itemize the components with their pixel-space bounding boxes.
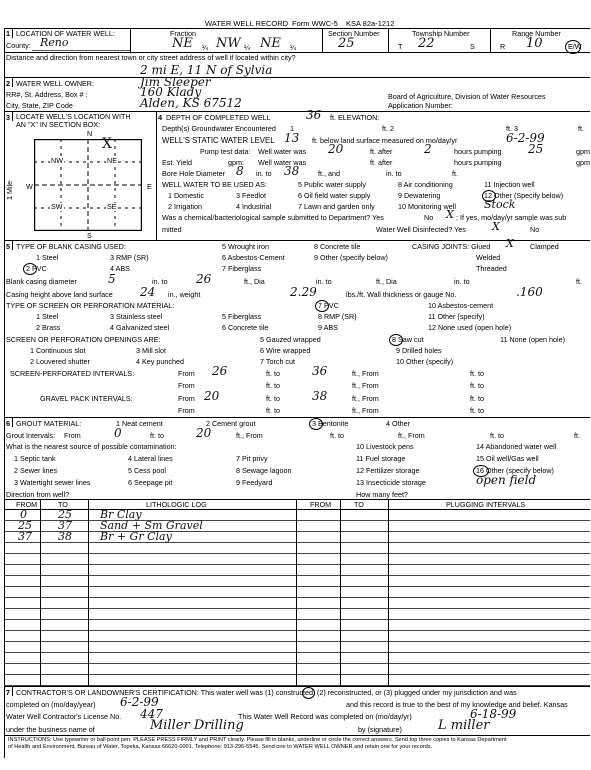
log-rule (4, 674, 590, 675)
log-rule (4, 586, 590, 587)
county-label: County: (6, 41, 31, 50)
diameter-to[interactable]: 26 (196, 272, 212, 286)
contam-9[interactable]: 9 Feedyard (236, 478, 273, 487)
opening-3[interactable]: 3 Mill slot (136, 346, 166, 355)
after-value[interactable]: 2 (424, 142, 432, 156)
gw-2: ft. 2 (382, 124, 394, 133)
contam-3[interactable]: 3 Watertight sewer lines (14, 478, 91, 487)
business-label: under the business name of (6, 725, 95, 734)
s6-number: 6 (6, 419, 10, 428)
use-label: WELL WATER TO BE USED AS: (162, 180, 267, 189)
contam-13[interactable]: 13 Insecticide storage (356, 478, 426, 487)
log-column-divider (340, 499, 341, 686)
township-t: T (398, 42, 403, 51)
spi-ftfrom-2: ft., From (352, 381, 379, 390)
range-r: R (500, 42, 506, 51)
spi-ftfrom: ft., From (352, 369, 379, 378)
east-label: E (147, 182, 152, 191)
use-12[interactable]: 12 Other (Specify below) (484, 191, 564, 200)
screen-11[interactable]: 11 Other (specify) (428, 312, 485, 321)
license-label: Water Well Contractor's License No. (6, 712, 122, 721)
yield-gpm: gpm: (228, 158, 244, 167)
gpm3-label: gpm (576, 158, 590, 167)
cert-line-1: CONTRACTOR'S OR LANDOWNER'S CERTIFICATION: This water well was (1) constructed, (2) reconstructed, or (3) plugged under my jurisdiction and was (16, 688, 517, 697)
diameter-dia: ft., Dia (244, 277, 265, 286)
joints-label: CASING JOINTS: Glued (412, 242, 491, 251)
opening-1[interactable]: 1 Continuous slot (30, 346, 86, 355)
use-4[interactable]: 4 Industrial (236, 202, 272, 211)
screen-8[interactable]: 8 RMP (SR) (318, 312, 357, 321)
use-2[interactable]: 2 Irrigation (168, 202, 202, 211)
casing-label: TYPE OF BLANK CASING USED: (16, 242, 126, 251)
use-8[interactable]: 8 Air conditioning (398, 180, 453, 189)
depth-label: DEPTH OF COMPLETED WELL (166, 113, 271, 122)
grout-3[interactable]: 3 Bentonite (312, 419, 349, 428)
quarter-3: ¼ (290, 43, 296, 52)
signature-label: by (signature) (358, 725, 402, 734)
owner-name[interactable]: Jim Sleeper (140, 75, 211, 89)
spi-to: ft. to (266, 369, 280, 378)
screen-4[interactable]: 4 Galvanized steel (110, 323, 170, 332)
joints-clamped: Clamped (530, 242, 559, 251)
yield-label: Est. Yield (162, 158, 192, 167)
gp-to-value[interactable]: 38 (312, 389, 328, 403)
s3-label-1: LOCATE WELL'S LOCATION WITH (16, 112, 131, 121)
grout-int-label: Grout Intervals: (6, 431, 56, 440)
quadrant-se: SE (107, 202, 117, 211)
ww-value[interactable]: 20 (328, 142, 344, 156)
casing-4[interactable]: 4 ABS (110, 264, 130, 273)
west-label: W (26, 182, 33, 191)
distance-value[interactable]: 2 mi E, 11 N of Sylvia (140, 63, 273, 77)
board-label: Board of Agriculture, Division of Water Resources (388, 92, 546, 101)
gp-label: GRAVEL PACK INTERVALS: (40, 394, 133, 403)
groundwater-label: Depth(s) Groundwater Encountered (162, 124, 276, 133)
form-number: Form WWC-5 (292, 19, 338, 28)
weight-value[interactable]: 2.29 (290, 285, 317, 299)
weight-label: in., weight (168, 290, 201, 299)
opening-5[interactable]: 5 Gauzed wrapped (260, 335, 321, 344)
fraction-1[interactable]: NE (172, 36, 193, 51)
opening-2[interactable]: 2 Louvered shutter (30, 357, 90, 366)
gauge-value[interactable]: .160 (516, 285, 543, 299)
range-label: Range Number (512, 29, 561, 38)
grout-ft: ft. (574, 431, 580, 440)
instructions-line-2: of Health and Environment, Bureau of Water, Topeka, Kansas 66620-0001. Telephone: 913-296-5545. Send one to WATER WELL OWNER and retain one for your records. (8, 744, 433, 750)
license-value[interactable]: 447 (140, 707, 163, 721)
quarter-2: ¼ (244, 43, 250, 52)
log-rule (4, 608, 590, 609)
bore-in-to-2: in. to (386, 169, 402, 178)
gp-ftfrom: ft., From (352, 394, 379, 403)
log-row-3-from[interactable]: 37 (18, 530, 32, 543)
use-6[interactable]: 6 Oil field water supply (298, 191, 371, 200)
ksa-ref: KSA 82a-1212 (346, 19, 395, 28)
quadrant-sw: SW (51, 202, 63, 211)
screen-9[interactable]: 9 ABS (318, 323, 338, 332)
screen-6[interactable]: 6 Concrete tile (222, 323, 269, 332)
plugging-header: PLUGGING INTERVALS (446, 500, 526, 509)
section-grid (34, 136, 142, 231)
township-label: Township Number (412, 29, 470, 38)
contam-5[interactable]: 5 Cess pool (128, 466, 166, 475)
grout-to-value[interactable]: 20 (196, 426, 212, 440)
grout-from-value[interactable]: 0 (114, 426, 122, 440)
contam-1[interactable]: 1 Septic tank (14, 454, 56, 463)
height-value[interactable]: 24 (140, 285, 156, 299)
casing-2[interactable]: 2 PVC (26, 264, 47, 273)
gpm-label: gpm (576, 147, 590, 156)
fraction-3[interactable]: NE (260, 36, 281, 51)
signature[interactable]: L miller (438, 718, 490, 733)
spi-to-3: ft. to (266, 381, 280, 390)
use-1[interactable]: 1 Domestic (168, 191, 204, 200)
static-value[interactable]: 13 (284, 131, 300, 145)
range-ew: E/W (568, 42, 582, 51)
section-label: Section Number (328, 29, 380, 38)
contam-16[interactable]: 16 Other (specify below) (476, 466, 554, 475)
spi-to-2: ft. to (470, 369, 484, 378)
elevation-label: ft. ELEVATION: (330, 113, 380, 122)
record-date-label: This Water Well Record was completed on (mo/day/yr) (238, 712, 412, 721)
opening-4[interactable]: 4 Key punched (136, 357, 184, 366)
hours2-label: hours pumping (454, 158, 502, 167)
form-title: WATER WELL RECORD (205, 19, 289, 28)
grout-ftto: ft. to (150, 431, 164, 440)
section-value[interactable]: 25 (338, 36, 355, 51)
contam-15[interactable]: 15 Oil well/Gas well (476, 454, 539, 463)
diameter-ft: ft. (576, 277, 582, 286)
grout-2[interactable]: 2 Cement grout (206, 419, 256, 428)
grout-ftfrom: ft., From (236, 431, 263, 440)
grout-label: GROUT MATERIAL: (16, 419, 82, 428)
log-row-3-to[interactable]: 38 (58, 530, 72, 543)
owner-address[interactable]: 160 Klady (140, 85, 202, 99)
gp-to-2: ft. to (470, 394, 484, 403)
screen-12[interactable]: 12 None used (open hole) (428, 323, 512, 332)
casing-9[interactable]: 9 Other (specify below) (314, 253, 388, 262)
s1-number: 1 (6, 29, 10, 38)
owner-city[interactable]: Alden, KS 67512 (140, 96, 242, 110)
spi-from-2: From (178, 381, 195, 390)
gauge-label: lbs./ft. Wall thickness or gauge No. (346, 290, 457, 299)
completed-date[interactable]: 6-2-99 (120, 695, 159, 709)
log-column-divider (88, 499, 89, 686)
quadrant-ne: NE (107, 156, 117, 165)
log-column-divider (388, 499, 389, 686)
fraction-2[interactable]: NW (216, 36, 241, 51)
diameter-in-to-2: in. to (316, 277, 332, 286)
use-other-value[interactable]: Stock (484, 198, 516, 211)
screen-1[interactable]: 1 Steel (36, 312, 59, 321)
gp-from-2: From (178, 406, 195, 415)
hours-label: hours pumping (454, 147, 502, 156)
contam-7[interactable]: 7 Pit privy (236, 454, 268, 463)
grout-ftto-2: ft. to (330, 431, 344, 440)
diameter-label: Blank casing diameter (6, 277, 77, 286)
gw-3: ft. 3 (506, 124, 518, 133)
county-value[interactable]: Reno (40, 36, 69, 49)
log-rule (4, 641, 590, 642)
static-date[interactable]: 6-2-99 (506, 131, 545, 145)
log-row-3-desc[interactable]: Br + Gr Clay (100, 530, 172, 543)
log-from-header: FROM (16, 500, 38, 509)
gpm-value[interactable]: 25 (528, 142, 544, 156)
screen-10[interactable]: 10 Asbestos-cement (428, 301, 494, 310)
casing-7[interactable]: 7 Fiberglass (222, 264, 262, 273)
city-label: City, State, ZIP Code (6, 101, 73, 110)
opening-10[interactable]: 10 Other (specify) (396, 357, 454, 366)
completed-label: completed on (mo/day/year) (6, 700, 96, 709)
gp-to-3: ft. to (266, 406, 280, 415)
business-name[interactable]: Miller Drilling (150, 718, 244, 733)
opening-8[interactable]: 8 Saw cut (392, 335, 424, 344)
log-rule (4, 652, 590, 653)
ww2-label: Well water was (258, 158, 307, 167)
cert-line-2: and this record is true to the best of my knowledge and belief. Kansas (346, 700, 568, 709)
spi-to-4: ft. to (470, 381, 484, 390)
log-rule (4, 520, 590, 521)
s4-number: 4 (158, 113, 162, 122)
gp-from-value[interactable]: 20 (204, 389, 220, 403)
south-label: S (87, 231, 92, 240)
disinfected-x[interactable]: X (492, 220, 500, 233)
grout-ftto-3: ft. to (490, 431, 504, 440)
bact-ifyes: ; If yes, mo/day/yr sample was sub (456, 213, 567, 222)
lithologic-log-header: LITHOLOGIC LOG (146, 500, 207, 509)
spi-to-value[interactable]: 36 (312, 364, 328, 378)
s3-label-2: AN "X" IN SECTION BOX: (16, 120, 101, 129)
log-rule (4, 564, 590, 565)
well-location-mark[interactable]: X (102, 136, 112, 152)
after2-label: ft. after (370, 158, 393, 167)
disinfected-label: Water Well Disinfected? Yes (376, 225, 466, 234)
spi-label: SCREEN-PERFORATED INTERVALS: (10, 369, 135, 378)
screen-2[interactable]: 2 Brass (36, 323, 61, 332)
grout-from: From (64, 431, 81, 440)
joints-threaded: Threaded (476, 264, 507, 273)
use-10[interactable]: 10 Monitoring well (398, 202, 456, 211)
contam-2[interactable]: 2 Sewer lines (14, 466, 58, 475)
bore-ft: ft. (452, 169, 458, 178)
contam-4[interactable]: 4 Lateral lines (128, 454, 173, 463)
application-label: Application Number: (388, 101, 453, 110)
bact-mitted: mitted (162, 225, 182, 234)
range-value[interactable]: 10 (526, 36, 543, 51)
gw-ft: ft. (578, 124, 584, 133)
log-rule (4, 663, 590, 664)
log-rule (4, 630, 590, 631)
distance-label: Distance and direction from nearest town or city street address of well if located within city? (6, 53, 296, 62)
bore-and: ft., and (318, 169, 340, 178)
bact-no-x[interactable]: X (446, 208, 454, 221)
contam-8[interactable]: 8 Sewage lagoon (236, 466, 292, 475)
log-row-2-to[interactable]: 37 (58, 519, 72, 532)
pump-label: Pump test data: (200, 147, 251, 156)
log-column-divider (296, 499, 297, 686)
use-9[interactable]: 9 Dewatering (398, 191, 441, 200)
log-row-1-from[interactable]: 0 (20, 508, 27, 521)
diameter-dia-2: ft., Dia (376, 277, 397, 286)
log-row-2-desc[interactable]: Sand + Sm Gravel (100, 519, 203, 532)
s1-label: LOCATION OF WATER WELL: (16, 29, 115, 38)
screen-3[interactable]: 3 Stainless steel (110, 312, 163, 321)
contam-other-value[interactable]: open field (476, 473, 537, 487)
screen-label: TYPE OF SCREEN OR PERFORATION MATERIAL: (6, 301, 175, 310)
s3-number: 3 (6, 113, 10, 122)
static-label: WELL'S STATIC WATER LEVEL (162, 136, 275, 145)
log-rule (4, 597, 590, 598)
grout-ftfrom-2: ft., From (398, 431, 425, 440)
use-3[interactable]: 3 Feedlot (236, 191, 266, 200)
bore-label: Bore Hole Diameter (162, 169, 226, 178)
opening-9[interactable]: 9 Drilled holes (396, 346, 442, 355)
log-column-divider (40, 499, 41, 686)
diameter-in-to: in. to (152, 277, 168, 286)
depth-value[interactable]: 36 (306, 108, 322, 122)
use-11[interactable]: 11 Injection well (484, 180, 535, 189)
contam-6[interactable]: 6 Seepage pit (128, 478, 173, 487)
quadrant-nw: NW (51, 156, 63, 165)
rr-label: RR#, St. Address, Box # : (6, 90, 88, 99)
log-to-header: TO (58, 500, 68, 509)
height-label: Casing height above land surface (6, 290, 113, 299)
mile-label: 1 Mile (5, 180, 14, 200)
casing-8[interactable]: 8 Concrete tile (314, 242, 361, 251)
casing-1[interactable]: 1 Steel (36, 253, 59, 262)
log-rule (4, 575, 590, 576)
log-row-2-from[interactable]: 25 (18, 519, 32, 532)
log-row-1-to[interactable]: 25 (58, 508, 72, 521)
screen-7[interactable]: 7 PVC (318, 301, 339, 310)
log-rule (4, 531, 590, 532)
s2-label: WATER WELL OWNER: (16, 79, 94, 88)
contam-11[interactable]: 11 Fuel storage (356, 454, 406, 463)
opening-7[interactable]: 7 Torch cut (260, 357, 296, 366)
log-rule (4, 542, 590, 543)
opening-11[interactable]: 11 None (open hole) (500, 335, 565, 344)
casing-3[interactable]: 3 RMP (SR) (110, 253, 149, 262)
spi-from-value[interactable]: 26 (212, 364, 228, 378)
s2-number: 2 (6, 79, 10, 88)
s5-number: 5 (6, 242, 10, 251)
bore-value[interactable]: 8 (236, 164, 244, 178)
log-rule (4, 619, 590, 620)
direction-label: Direction from well? (6, 490, 70, 499)
township-value[interactable]: 22 (418, 36, 435, 51)
after-label: ft. after (370, 147, 393, 156)
bact-no: No (424, 213, 434, 222)
gp-ftfrom-2: ft., From (352, 406, 379, 415)
plug-to-header: TO (354, 500, 364, 509)
grout-1[interactable]: 1 Neat cement (116, 419, 163, 428)
bore-in-to: in. to (256, 169, 272, 178)
north-label: N (87, 129, 93, 138)
bact-label: Was a chemical/bacteriological sample submitted to Department? Yes (162, 213, 384, 222)
joints-x[interactable]: X (506, 237, 514, 250)
screen-5[interactable]: 5 Fiberglass (222, 312, 262, 321)
township-s: S (470, 42, 475, 51)
grout-4[interactable]: 4 Other (386, 419, 410, 428)
gw-1: 1 (290, 124, 294, 133)
use-5[interactable]: 5 Public water supply (298, 180, 366, 189)
disinfected-no: No (530, 225, 540, 234)
gp-from: From (178, 394, 195, 403)
contam-label: What is the nearest source of possible contamination: (6, 442, 177, 451)
gp-to-4: ft. to (470, 406, 484, 415)
gp-to: ft. to (266, 394, 280, 403)
openings-label: SCREEN OR PERFORATION OPENINGS ARE: (6, 335, 161, 344)
plug-from-header: FROM (310, 500, 332, 509)
log-row-1-desc[interactable]: Br Clay (100, 508, 142, 521)
spi-from: From (178, 369, 195, 378)
ww-label: Well water was (258, 147, 307, 156)
use-7[interactable]: 7 Lawn and garden only (298, 202, 375, 211)
opening-6[interactable]: 6 Wire wrapped (260, 346, 311, 355)
contam-14[interactable]: 14 Abandoned water well (476, 442, 557, 451)
contam-10[interactable]: 10 Livestock pens (356, 442, 414, 451)
contam-12[interactable]: 12 Fertilizer storage (356, 466, 420, 475)
static-rest: ft. below land surface measured on mo/day/yr (312, 136, 458, 145)
diameter-value[interactable]: 5 (108, 272, 116, 286)
quarter-1: ¼ (202, 43, 208, 52)
fraction-label: Fraction (170, 29, 196, 38)
howmany-label: How many feet? (356, 490, 408, 499)
record-date-value[interactable]: 6-18-99 (470, 707, 517, 721)
s7-number: 7 (6, 688, 10, 697)
casing-6[interactable]: 6 Asbestos-Cement (222, 253, 285, 262)
diameter-in-to-3: in. to (454, 277, 470, 286)
joints-welded: Welded (476, 253, 501, 262)
instructions-line-1: INSTRUCTIONS: Use typewriter or ball point pen. PLEASE PRESS FIRMLY and PRINT clearly. Please fill in blanks, underline or circle the correct answers. Send top three copies to Kansas Department (8, 737, 507, 743)
log-rule (4, 553, 590, 554)
bore-to[interactable]: 38 (284, 164, 300, 178)
casing-5[interactable]: 5 Wrought iron (222, 242, 270, 251)
